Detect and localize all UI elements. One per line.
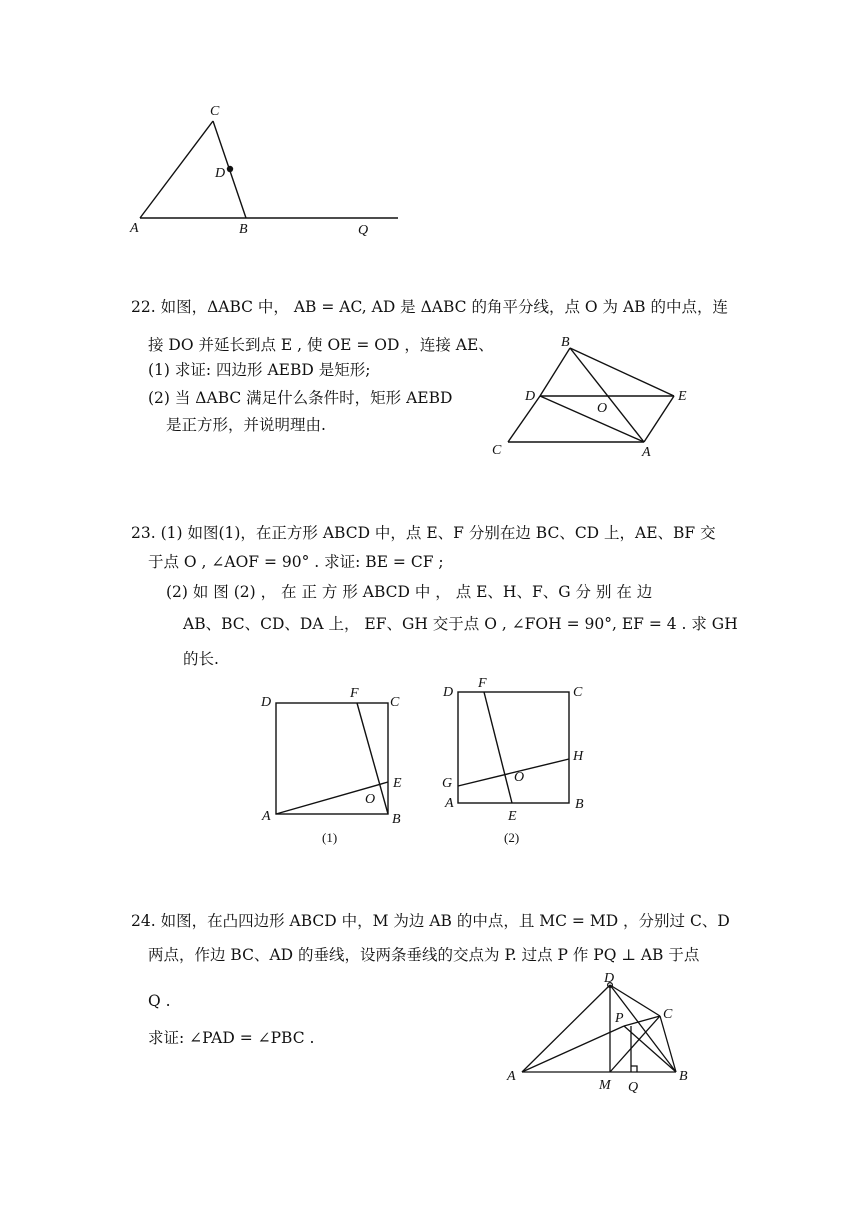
q22-line-3: (1) 求证: 四边形 AEBD 是矩形; [148,361,371,379]
fig23b-label-f: F [478,676,487,691]
fig23b-label-e: E [508,809,517,824]
fig23b-caption: (2) [504,830,520,845]
q23-line-2: 于点 O , ∠AOF = 90° . 求证: BE = CF ; [148,553,444,571]
fig24-label-q: Q [628,1080,639,1095]
q22-line-4: (2) 当 ΔABC 满足什么条件时，矩形 AEBD [148,389,453,407]
fig24-label-a: A [507,1069,516,1084]
fig24-label-p: P [615,1011,624,1026]
fig23b-label-b: B [575,797,584,812]
q23-line-1: 23. (1) 如图(1)，在正方形 ABCD 中，点 E、F 分别在边 BC、CD 上，AE、BF 交 [131,524,716,542]
fig23b-label-a: A [445,796,454,811]
fig22-label-a: A [642,445,651,460]
fig23b-label-g: G [442,776,453,791]
fig21-label-c: C [210,104,220,119]
fig23b-label-h: H [573,749,584,764]
fig23b-label-d: D [443,685,454,700]
q21-figure [120,95,420,245]
q23-line-5: 的长. [183,650,219,668]
fig23a-label-e: E [393,776,402,791]
fig23a-label-f: F [350,686,359,701]
fig21-label-b: B [239,222,248,237]
q24-line-1: 24. 如图，在凸四边形 ABCD 中，M 为边 AB 的中点，且 MC = MD ，分别过 C、D [131,912,730,930]
fig22-label-o: O [597,401,608,416]
fig22-label-e: E [678,389,687,404]
q23-line-3: (2) 如 图 (2) ， 在 正 方 形 ABCD 中 ， 点 E、H、F、G 分 别 在 边 [166,583,653,601]
fig23b-label-o: O [514,770,525,785]
fig23a-label-a: A [262,809,271,824]
q24-figure [500,970,700,1095]
fig22-label-d: D [525,389,536,404]
fig24-label-d: D [604,971,615,986]
q22-line-1: 22. 如图，ΔABC 中， AB = AC, AD 是 ΔABC 的角平分线，点 O 为 AB 的中点，连 [131,298,728,316]
fig21-label-a: A [130,221,139,236]
fig24-label-m: M [599,1078,611,1093]
fig23b-label-c: C [573,685,583,700]
fig24-label-c: C [663,1007,673,1022]
fig23a-label-c: C [390,695,400,710]
q24-line-3: Q . [148,992,171,1010]
q22-line-5: 是正方形，并说明理由. [166,416,326,434]
fig24-label-b: B [679,1069,688,1084]
fig23a-label-o: O [365,792,376,807]
fig23a-label-b: B [392,812,401,827]
q23-line-4: AB、BC、CD、DA 上， EF、GH 交于点 O , ∠FOH = 90°, EF = 4 . 求 GH [183,615,738,633]
fig22-label-c: C [492,443,502,458]
fig22-label-b: B [561,335,570,350]
q23-figures [255,676,600,851]
fig21-label-d: D [215,166,226,181]
fig21-label-q: Q [358,223,369,238]
fig23a-label-d: D [261,695,272,710]
q24-line-2: 两点，作边 BC、AD 的垂线，设两条垂线的交点为 P. 过点 P 作 PQ ⊥ AB 于点 [148,946,700,964]
fig23a-caption: (1) [322,830,338,845]
q24-line-4: 求证: ∠PAD = ∠PBC . [148,1029,315,1047]
q22-line-2: 接 DO 并延长到点 E , 使 OE = OD ，连接 AE、 [148,336,494,354]
q22-figure [488,330,698,465]
